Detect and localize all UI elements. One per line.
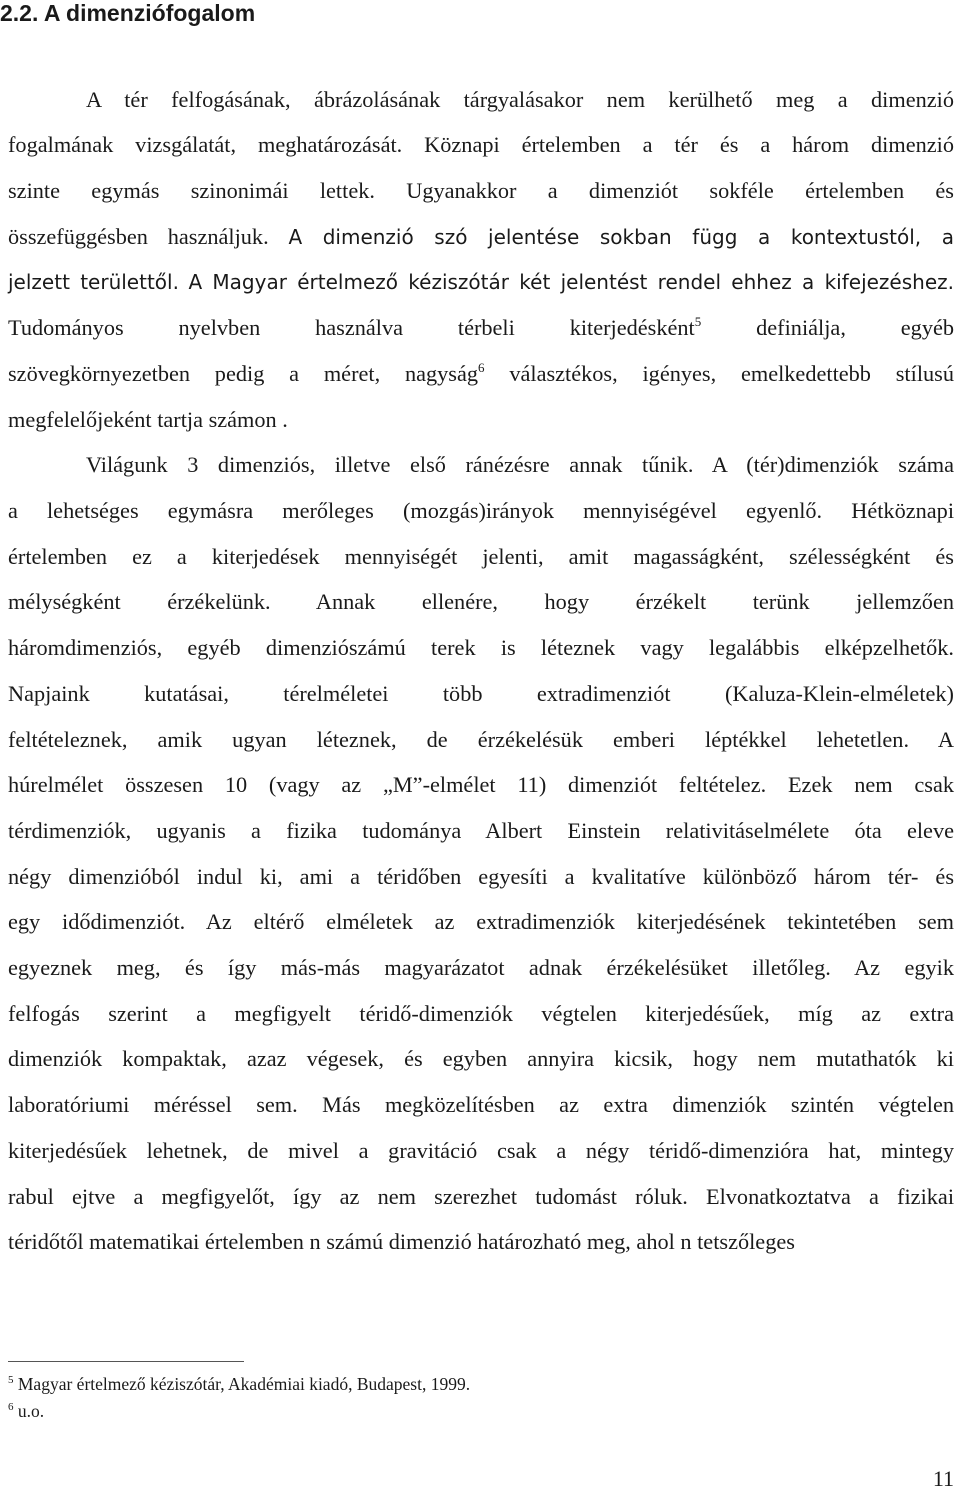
footnote-marker: 6: [8, 1401, 14, 1413]
text-line: négy dimenzióból indul ki, ami a téridőben egyesíti a kvalitatíve különböző három tér- és: [8, 864, 954, 889]
text-line: egy idődimenziót. Az eltérő elméletek az extradimenziók kiterjedésének tekintetében sem: [8, 909, 954, 934]
page-number: 11: [932, 1466, 954, 1491]
text-line: felfogás szerint a megfigyelt téridő-dimenziók végtelen kiterjedésűek, míg az extra: [8, 1001, 954, 1026]
text-line: megfelelőjeként tartja számon .: [8, 407, 288, 432]
footnote: [8, 1400, 44, 1422]
footnote-text: u.o.: [17, 1401, 45, 1421]
footnote-ref: 5: [694, 314, 702, 329]
text-line: A tér felfogásának, ábrázolásának tárgyalásakor nem kerülhető meg a dimenzió: [86, 87, 954, 112]
text-line: szinte egymás szinonimái lettek. Ugyanakkor a dimenziót sokféle értelemben és: [8, 178, 954, 203]
text-line: Tudományos nyelvben használva térbeli kiterjedésként$^5$ definiálja, egyéb: [8, 314, 955, 340]
text-line: jelzett területtől. A Magyar értelmező kéziszótár két jelentést rendel ehhez a kifejezéshez.: [8, 270, 954, 294]
text-line: összefüggésben használjuk. A dimenzió szó jelentése sokban függ a kontextustól, a: [8, 224, 954, 249]
footnote: [8, 1373, 470, 1395]
text-line: dimenziók kompaktak, azaz végesek, és egyben annyira kicsik, hogy nem mutathatók ki: [8, 1046, 954, 1071]
text-line: fogalmának vizsgálatát, meghatározását. Köznapi értelemben a tér és a három dimenzió: [8, 132, 954, 157]
text-line: egyeznek meg, és így más-más magyarázatot adnak érzékelésüket illetőleg. Az egyik: [8, 955, 954, 980]
text-line: laboratóriumi méréssel sem. Más megközelítésben az extra dimenziók szintén végtelen: [8, 1092, 955, 1117]
footnote-marker: 5: [8, 1374, 14, 1386]
footnote-divider: [8, 1361, 244, 1362]
text-line: feltételeznek, amik ugyan léteznek, de érzékelésük emberi léptékkel lehetetlen. A: [8, 727, 954, 752]
text-line: mélységként érzékelünk. Annak ellenére, hogy érzékelt terünk jellemzően: [8, 589, 954, 614]
text-line: kiterjedésűek lehetnek, de mivel a gravitáció csak a négy téridő-dimenzióra hat, mintegy: [8, 1138, 954, 1163]
section-heading: 2.2. A dimenziófogalom: [0, 0, 256, 26]
text-line: háromdimenziós, egyéb dimenziószámú terek is léteznek vagy legalábbis elképzelhetők.: [8, 635, 954, 660]
footnote-ref: 6: [478, 360, 485, 375]
footnote-text: Magyar értelmező kéziszótár, Akadémiai kiadó, Budapest, 1999.: [17, 1374, 471, 1394]
text-line: szövegkörnyezetben pedig a méret, nagyság$^6$ választékos, igényes, emelkedettebb stílusú: [8, 360, 954, 386]
text-line: Napjaink kutatásai, térelméletei több extradimenziót (Kaluza-Klein-elméletek): [8, 681, 954, 706]
text-line: Világunk 3 dimenziós, illetve első ránézésre annak tűnik. A (tér)dimenziók száma: [86, 452, 954, 477]
text-line: téridőtől matematikai értelemben n számú dimenzió határozható meg, ahol n tetszőleges: [8, 1229, 795, 1254]
text-line: rabul ejtve a megfigyelőt, így az nem szerezhet tudomást róluk. Elvonatkoztatva a fizikai: [8, 1184, 955, 1209]
text-line: a lehetséges egymásra merőleges (mozgás)irányok mennyiségével egyenlő. Hétköznapi: [8, 498, 955, 523]
text-line: húrelmélet összesen 10 (vagy az „M”-elmélet 11) dimenziót feltételez. Ezek nem csak: [8, 772, 955, 797]
text-line: térdimenziók, ugyanis a fizika tudománya Albert Einstein relativitáselmélete óta eleve: [8, 818, 954, 843]
text-line: értelemben ez a kiterjedések mennyiségét jelenti, amit magasságként, szélességként és: [8, 544, 954, 569]
